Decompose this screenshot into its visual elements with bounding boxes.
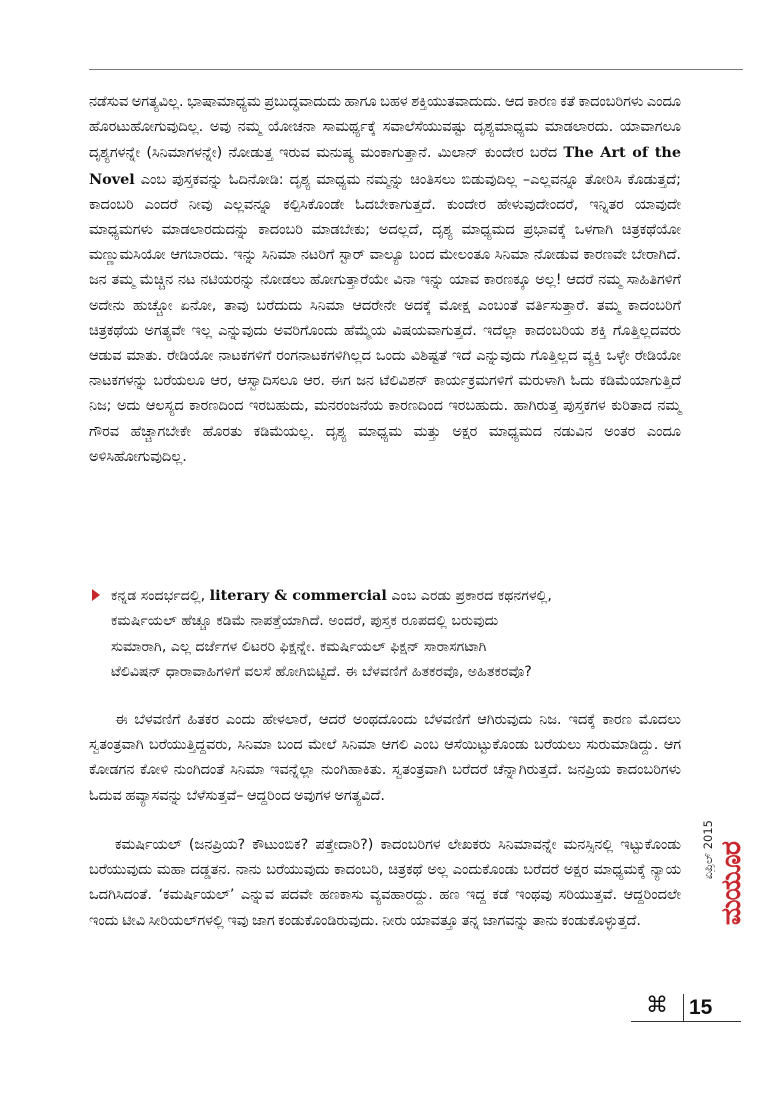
magazine-logo: [716, 842, 747, 987]
question-line-4: ಟೆಲಿವಿಷನ್ ಧಾರಾವಾಹಿಗಳಿಗೆ ವಲಸೆ ಹೋಗಿಬಿಟ್ಟಿದೆ. ಈ ಬೆಳವಣಿಗೆ ಹಿತಕರವೊ, ಅಹಿತಕರವೊ?: [111, 664, 532, 681]
question-latin-term: literary & commercial: [209, 587, 387, 604]
article-paragraph-2: ಈ ಬೆಳವಣಿಗೆ ಹಿತಕರ ಎಂದು ಹೇಳಲಾರೆ, ಆದರೆ ಅಂಥದೊಂದು ಬೆಳವಣಿಗೆ ಆಗಿರುವುದು ನಿಜ. ಇದಕ್ಕೆ ಕಾರಣ ಮೊದಲು ಸ್ವತಂತ್ರವಾಗಿ ಬರೆಯುತ್ತಿದ್ದವರು, ಸಿನಿಮಾ ಬಂದ ಮೇಲೆ ಸಿನಿಮಾ ಆಗಲಿ ಎಂಬ ಆಸೆಯಿಟ್ಟುಕೊಂಡು ಬರೆಯಲು ಸುರುಮಾಡಿದ್ದು. ಆಗ ಕೋಡಗನ ಕೋಳಿ ನುಂಗಿದಂತೆ ಸಿನಿಮಾ ಇವನ್ನೆಲ್ಲಾ ನುಂಗಿಹಾಕಿತು. ಸ್ವತಂತ್ರವಾಗಿ ಬರೆದರೆ ಚೆನ್ನಾಗಿರುತ್ತದೆ. ಜನಪ್ರಿಯ ಕಾದಂಬರಿಗಳು ಓದುವ ಹವ್ಯಾಸವನ್ನು ಬೆಳೆಸುತ್ತವೆ– ಆದ್ದರಿಂದ ಅವುಗಳ ಅಗತ್ಯವಿದೆ.: [89, 712, 681, 804]
magazine-name: ಮಯೂರ: [716, 842, 747, 926]
article-paragraph-3: ಕಮರ್ಷಿಯಲ್ (ಜನಪ್ರಿಯ? ಕೌಟುಂಬಿಕ? ಪತ್ತೇದಾರಿ?) ಕಾದಂಬರಿಗಳ ಲೇಖಕರು ಸಿನಿಮಾವನ್ನೇ ಮನಸ್ಸಿನಲ್ಲಿ ಇಟ್ಟುಕೊಂಡು ಬರೆಯುವುದು ಮಹಾ ದಡ್ಡತನ. ನಾನು ಬರೆಯುವುದು ಕಾದಂಬರಿ, ಚಿತ್ರಕಥೆ ಅಲ್ಲ ಎಂದುಕೊಂಡು ಬರೆದರೆ ಅಕ್ಷರ ಮಾಧ್ಯಮಕ್ಕೆ ನ್ಯಾಯ ಒದಗಿಸಿದಂತೆ. ‘ಕಮರ್ಷಿಯಲ್’ ಎನ್ನುವ ಪದವೇ ಹಣಕಾಸು ವ್ಯವಹಾರದ್ದು. ಹಣ ಇದ್ದ ಕಡೆ ಇಂಥವು ಸರಿಯುತ್ತವೆ. ಆದ್ದರಿಂದಲೇ ಇಂದು ಟೀವಿ ಸೀರಿಯಲ್‌ಗಳಲ್ಲಿ ಇವು ಜಾಗ ಕಂಡುಕೊಂಡಿರುವುದು. ನೀರು ಯಾವತ್ತೂ ತನ್ನ ಜಾಗವನ್ನು ತಾನು ಕಂಡುಕೊಳ್ಳುತ್ತದೆ.: [89, 837, 681, 929]
book-title: The Art of the Novel: [89, 144, 681, 188]
article-paragraph-1: [89, 90, 681, 470]
question-text-b: ಎಂಬ ಎರಡು ಪ್ರಕಾರದ ಕಥನಗಳಲ್ಲಿ,: [386, 588, 552, 604]
footer-rule-vertical: [683, 994, 684, 1022]
paragraph-1-text-b: ಎಂಬ ಪುಸ್ತಕವನ್ನು ಓದಿನೋಡಿ: ದೃಶ್ಯ ಮಾಧ್ಯಮ ನಮ್ಮನ್ನು ಚಿಂತಿಸಲು ಬಿಡುವುದಿಲ್ಲ –ಎಲ್ಲವನ್ನೂ ತೋರಿಸಿ ಕೊಡುತ್ತದೆ; ಕಾದಂಬರಿ ಎಂದರೆ ನೀವು ಎಲ್ಲವನ್ನೂ ಕಲ್ಪಿಸಿಕೊಂಡೇ ಓದಬೇಕಾಗುತ್ತದೆ. ಕುಂದೇರ ಹೇಳುವುದೇಂದರೆ, ಇನ್ನಿತರ ಯಾವುದೇ ಮಾಧ್ಯಮಗಳು ಮಾಡಲಾರದುದನ್ನು ಕಾದಂಬರಿ ಮಾಡಬೇಕು; ಅದಲ್ಲದೆ, ದೃಶ್ಯ ಮಾಧ್ಯಮದ ಪ್ರಭಾವಕ್ಕೆ ಒಳಗಾಗಿ ಚಿತ್ರಕಥೆಯೋ ಮಣ್ಣುಮಸಿಯೋ ಆಗಬಾರದು. ಇನ್ನು ಸಿನಿಮಾ ನಟರಿಗೆ ಸ್ಟಾರ್ ವಾಲ್ಯೂ ಬಂದ ಮೇಲಂತೂ ಸಿನಿಮಾ ನೋಡುವ ಕಾರಣವೇ ಬೇರಾಗಿದೆ. ಜನ ತಮ್ಮ ಮೆಚ್ಚಿನ ನಟ ನಟಿಯರನ್ನು ನೋಡಲು ಹೋಗುತ್ತಾರೆಯೇ ವಿನಾ ಇನ್ನು ಯಾವ ಕಾರಣಕ್ಕೂ ಅಲ್ಲ! ಆದರೆ ನಮ್ಮ ಸಾಹಿತಿಗಳಿಗೆ ಅದೇನು ಹುಚ್ಚೋ ಏನೋ, ತಾವು ಬರೆದುದು ಸಿನಿಮಾ ಆದರೇನೇ ಅದಕ್ಕೆ ಮೋಕ್ಷ ಎಂಬಂತೆ ವರ್ತಿಸುತ್ತಾರೆ. ತಮ್ಮ ಕಾದಂಬರಿಗೆ ಚಿತ್ರಕಥೆಯ ಅಗತ್ಯವೇ ಇಲ್ಲ ಎನ್ನುವುದು ಅವರಿಗೊಂದು ಹೆಮ್ಮೆಯ ವಿಷಯವಾಗುತ್ತದೆ. ಇದೆಲ್ಲಾ ಕಾದಂಬರಿಯ ಶಕ್ತಿ ಗೊತ್ತಿಲ್ಲದವರು ಆಡುವ ಮಾತು. ರೇಡಿಯೋ ನಾಟಕಗಳಿಗೆ ರಂಗನಾಟಕಗಳಿಗಿಲ್ಲದ ಒಂದು ವಿಶಿಷ್ಟತೆ ಇದೆ ಎನ್ನುವುದು ಗೊತ್ತಿಲ್ಲದ ವ್ಯಕ್ತಿ ಒಳ್ಳೇ ರೇಡಿಯೋ ನಾಟಕಗಳನ್ನು ಬರೆಯಲೂ ಆರ, ಆಸ್ವಾದಿಸಲೂ ಆರ. ಈಗ ಜನ ಟೆಲಿವಿಶನ್ ಕಾರ್ಯಕ್ರಮಗಳಿಗೆ ಮರುಳಾಗಿ ಓದು ಕಡಿಮೆಯಾಗುತ್ತಿದೆ ನಿಜ; ಅದು ಆಲಸ್ಯದ ಕಾರಣದಿಂದ ಇರಬಹುದು, ಮನರಂಜನೆಯ ಕಾರಣದಿಂದ ಇರಬಹುದು. ಹಾಗಿರುತ್ತ ಪುಸ್ತಕಗಳ ಕುರಿತಾದ ನಮ್ಮ ಗೌರವ ಹೆಚ್ಚಾಗಬೇಕೇ ಹೊರತು ಕಡಿಮೆಯಲ್ಲ. ದೃಶ್ಯ ಮಾಧ್ಯಮ ಮತ್ತು ಅಕ್ಷರ ಮಾಧ್ಯಮದ ನಡುವಿನ ಅಂತರ ಎಂದೂ ಅಳಿಸಿಹೋಗುವುದಿಲ್ಲ.: [89, 171, 681, 465]
footer-rule: [631, 1021, 741, 1022]
section-glyph-icon: ⌘: [646, 993, 668, 1018]
question-line-2: ಕಮರ್ಷಿಯಲ್ ಹೆಚ್ಚೂ ಕಡಿಮೆ ನಾಪತ್ತೆಯಾಗಿದೆ. ಅಂದರೆ, ಪುಸ್ತಕ ರೂಪದಲ್ಲಿ ಬರುವುದು: [111, 613, 499, 630]
question-marker-icon: [92, 589, 100, 601]
question-line-3: ಸುಮಾರಾಗಿ, ಎಲ್ಲ ದರ್ಜೆಗಳ ಲಿಟರರಿ ಫಿಕ್ಷನ್ನೇ. ಕಮರ್ಷಿಯಲ್ ಫಿಕ್ಷನ್ ಸಾರಾಸಗಟಾಗಿ: [111, 638, 487, 655]
paragraph-1-text-a: ನಡೆಸುವ ಅಗತ್ಯವಿಲ್ಲ. ಭಾಷಾಮಾಧ್ಯಮ ಪ್ರಬುದ್ಧವಾದುದು ಹಾಗೂ ಬಹಳ ಶಕ್ತಿಯುತವಾದುದು. ಆದ ಕಾರಣ ಕತೆ ಕಾದಂಬರಿಗಳು ಎಂದೂ ಹೊರಟುಹೋಗುವುದಿಲ್ಲ. ಅವು ನಮ್ಮ ಯೋಚನಾ ಸಾಮರ್ಥ್ಯಕ್ಕೆ ಸವಾಲೆಸೆಯುವಷ್ಟು ದೃಶ್ಯಮಾಧ್ಯಮ ಮಾಡಲಾರದು. ಯಾವಾಗಲೂ ದೃಶ್ಯಗಳನ್ನೇ (ಸಿನಿಮಾಗಳನ್ನೇ) ನೋಡುತ್ತ ಇರುವ ಮನುಷ್ಯ ಮಂಕಾಗುತ್ತಾನೆ. ಮಿಲಾನ್ ಕುಂದೇರ ಬರೆದ: [89, 94, 681, 162]
question-line-1: [89, 583, 689, 609]
interview-question: [89, 583, 689, 686]
header-rule: [89, 69, 743, 70]
page-number: 15: [689, 996, 713, 1019]
question-text-a: ಕನ್ನಡ ಸಂದರ್ಭದಲ್ಲಿ,: [111, 588, 210, 604]
issue-date: ಏಪ್ರಿಲ್ 2015: [701, 820, 715, 880]
